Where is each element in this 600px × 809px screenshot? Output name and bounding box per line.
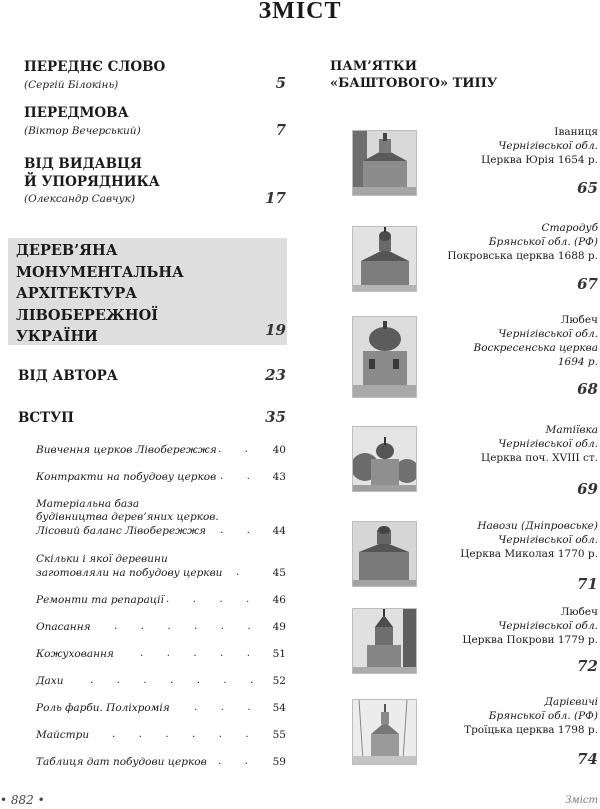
toc-entry-author: (Сергій Білокінь) [24, 79, 119, 91]
church-page-number[interactable]: 67 [577, 275, 598, 293]
church-name: Церква Миколая 1770 р. [460, 548, 598, 560]
toc-subsection-title[interactable]: Майстри [36, 729, 90, 741]
toc-subsection-page: 59 [272, 756, 286, 768]
highlight-heading[interactable] [16, 240, 184, 348]
highlight-heading-line: АРХІТЕКТУРА [16, 285, 138, 302]
church-photo-darievychi [352, 699, 417, 765]
toc-subsection-title[interactable]: Контракти на побудову церков [36, 471, 217, 483]
church-caption [481, 125, 598, 167]
toc-page-number: 35 [265, 408, 286, 426]
church-photo-image [353, 131, 416, 195]
page-title: ЗМІСТ [258, 0, 342, 24]
toc-leader-dots: . . . . . . [112, 728, 259, 740]
toc-subsection-title[interactable]: Вивчення церков Лівобережжя [36, 444, 217, 456]
church-region: Чернігівської обл. [498, 534, 598, 546]
toc-subsection-page: 51 [272, 648, 286, 660]
toc-leader-dots: . . [220, 470, 261, 482]
church-page-number[interactable]: 65 [577, 179, 598, 197]
toc-subsection-page: 52 [272, 675, 286, 687]
church-photo-starodub [352, 226, 417, 292]
church-name: Церква Покрови 1779 р. [462, 634, 598, 646]
toc-leader-dots: . . . . . [140, 647, 261, 659]
toc-subsection-page: 55 [272, 729, 286, 741]
highlight-heading-line: ДЕРЕВ’ЯНА [16, 242, 118, 259]
folio-page-number: • 882 • [0, 793, 45, 807]
toc-subsection-title[interactable]: Дахи [36, 675, 64, 687]
toc-subsection-page: 49 [272, 621, 286, 633]
church-region: Чернігівської обл. [498, 328, 598, 340]
church-caption [481, 423, 598, 465]
church-photo-image [353, 700, 416, 764]
toc-entry-author: (Олександр Савчук) [24, 193, 136, 205]
church-place: Матіївка [545, 424, 598, 436]
church-photo-ivanytsia [352, 130, 417, 196]
toc-entry-title[interactable]: ВСТУП [18, 410, 74, 426]
section-heading[interactable] [330, 58, 497, 92]
church-region: Чернігівської обл. [498, 140, 598, 152]
church-photo-navozy [352, 521, 417, 587]
highlight-heading-line: МОНУМЕНТАЛЬНА [16, 263, 184, 281]
church-photo-liubech-1 [352, 316, 417, 398]
section-heading-line: ПАМ’ЯТКИ [330, 59, 418, 74]
church-place: Любеч [560, 606, 598, 618]
church-place: Стародуб [541, 222, 598, 234]
church-place: Любеч [560, 314, 598, 326]
toc-subsection-title[interactable]: Опасання [36, 621, 91, 633]
church-photo-image [353, 609, 416, 673]
toc-subsection-title[interactable]: Кожуховання [36, 648, 114, 660]
toc-entry-author: (Віктор Вечерський) [24, 125, 141, 137]
church-caption [462, 605, 598, 647]
church-photo-image [353, 522, 416, 586]
toc-page-number: 5 [275, 74, 286, 92]
church-photo-liubech-2 [352, 608, 417, 674]
church-page-number[interactable]: 74 [577, 750, 598, 768]
church-photo-image [353, 317, 416, 397]
toc-page-number: 19 [265, 321, 286, 339]
church-page-number[interactable]: 68 [577, 380, 598, 398]
church-name: Церква поч. XVIII ст. [481, 452, 598, 464]
toc-subsection-title[interactable]: Роль фарби. Поліхромія [36, 702, 170, 714]
church-name: Церква Юрія 1654 р. [481, 154, 598, 166]
church-name: Троїцька церква 1798 р. [464, 724, 598, 736]
church-caption [447, 221, 598, 263]
church-photo-image [353, 227, 416, 291]
toc-subsection-page: 43 [272, 471, 286, 483]
toc-leader-dots: . . [220, 524, 261, 536]
church-page-number[interactable]: 71 [577, 575, 598, 593]
church-place: Іваниця [554, 126, 598, 138]
church-caption [460, 519, 598, 561]
church-name: 1694 р. [557, 356, 598, 368]
toc-page-number: 17 [265, 189, 286, 207]
toc-leader-dots: . . . . . . . [90, 674, 264, 686]
church-place: Дарієвичі [544, 696, 598, 708]
toc-subsection-page: 45 [272, 567, 286, 579]
toc-entry-title[interactable]: Й УПОРЯДНИКА [24, 174, 160, 190]
toc-subsection-title[interactable]: Ремонти та репарації [36, 594, 164, 606]
toc-leader-dots: . . . . . . [114, 620, 261, 632]
church-region: Чернігівської обл. [498, 620, 598, 632]
toc-subsection-page: 40 [272, 444, 286, 456]
toc-subsection-title[interactable]: будівництва дерев’яних церков. [36, 511, 219, 523]
toc-leader-dots: . . . . [166, 593, 260, 605]
church-caption [464, 695, 598, 737]
toc-page-number: 7 [275, 121, 286, 139]
church-page-number[interactable]: 72 [577, 657, 598, 675]
toc-entry-title[interactable]: ВІД ВИДАВЦЯ [24, 156, 142, 172]
church-photo-matiivka [352, 426, 417, 492]
church-region: Брянської обл. (РФ) [488, 710, 598, 722]
church-name: Воскресенська церква [473, 342, 598, 354]
toc-entry-title[interactable]: ПЕРЕДМОВА [24, 105, 129, 121]
church-photo-image [353, 427, 416, 491]
church-page-number[interactable]: 69 [577, 480, 598, 498]
toc-subsection-page: 46 [272, 594, 286, 606]
church-name: Покровська церква 1688 р. [447, 250, 598, 262]
running-footer: Зміст [565, 795, 598, 806]
toc-leader-dots: . . . [194, 701, 261, 713]
highlight-heading-line: УКРАЇНИ [16, 328, 98, 345]
toc-subsection-title[interactable]: Лісовий баланс Лівобережжя [36, 525, 206, 537]
toc-subsection-page: 44 [272, 525, 286, 537]
section-heading-line: «БАШТОВОГО» ТИПУ [330, 76, 498, 91]
church-region: Брянської обл. (РФ) [488, 236, 598, 248]
toc-leader-dots: . [236, 566, 250, 578]
church-caption [473, 313, 598, 369]
toc-subsection-title[interactable]: Скільки і якої деревини [36, 553, 168, 565]
toc-leader-dots: . . [218, 443, 259, 455]
toc-page-number: 23 [265, 366, 286, 384]
toc-entry-title[interactable]: ВІД АВТОРА [18, 368, 118, 384]
highlight-heading-line: ЛІВОБЕРЕЖНОЇ [16, 306, 159, 324]
church-place: Навози (Дніпровське) [477, 520, 598, 532]
toc-subsection-title[interactable]: заготовляли на побудову церкви [36, 567, 223, 579]
toc-subsection-title[interactable]: Матеріальна база [36, 498, 140, 510]
toc-entry-title[interactable]: ПЕРЕДНЄ СЛОВО [24, 59, 166, 75]
toc-leader-dots: . . [218, 755, 259, 767]
toc-subsection-title[interactable]: Таблиця дат побудови церков [36, 756, 207, 768]
church-region: Чернігівської обл. [498, 438, 598, 450]
toc-subsection-page: 54 [272, 702, 286, 714]
